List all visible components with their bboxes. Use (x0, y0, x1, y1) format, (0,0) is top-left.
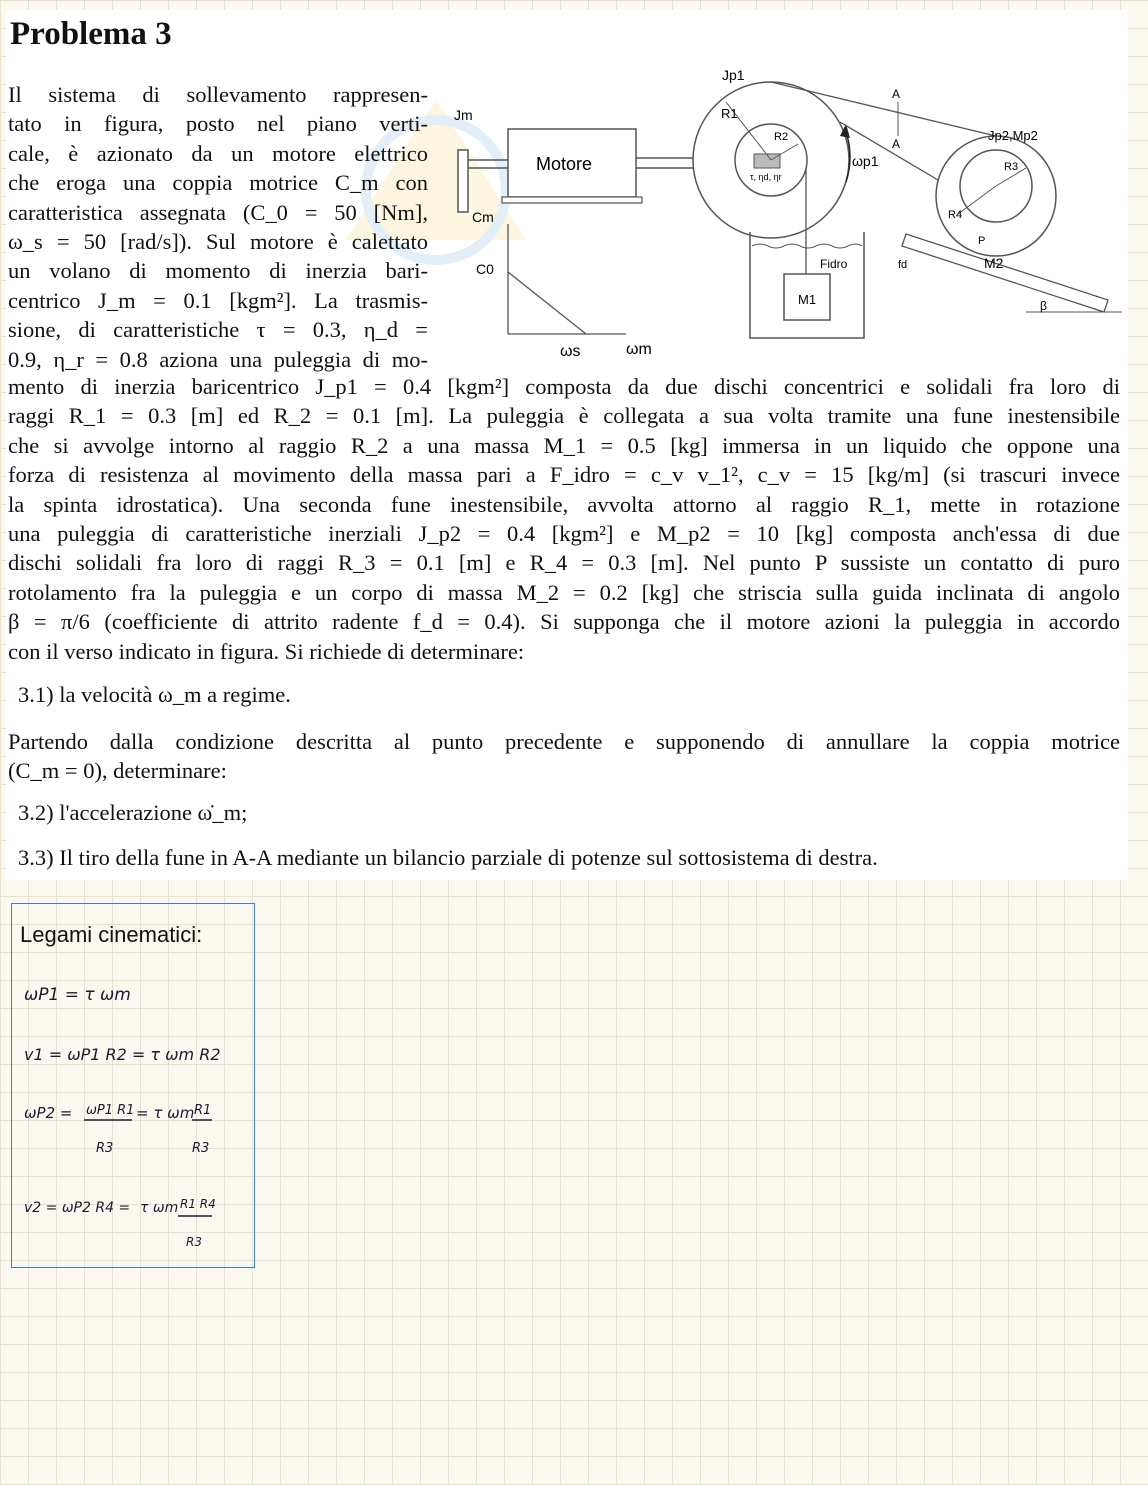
text-line: 0.9, η_r = 0.8 aziona una puleggia di mo- (8, 346, 428, 372)
equation-3-denominator-2: R3 (192, 1141, 210, 1156)
equation-2: v1 = ωP1 R2 = τ ωm R2 (24, 1045, 221, 1064)
text-line: che eroga una coppia motrice C_m con (8, 170, 428, 196)
equation-4-numerator: R1 R4 (180, 1197, 216, 1211)
text-line: mento di inerzia baricentrico J_p1 = 0.4 [kgm²] composta da due dischi concentrici e solidali fra loro di (8, 374, 1120, 399)
liquid-surface (752, 244, 862, 248)
text-line: Il sistema di sollevamento rappresen- (8, 82, 428, 107)
text-line: β = π/6 (coefficiente di attrito radente f_d = 0.4). Si supponga che il motore azioni la puleggia in accordo (8, 609, 1120, 635)
label-omega-m: ωm (626, 341, 652, 358)
label-Jp1: Jp1 (722, 67, 745, 83)
label-Cm: Cm (472, 209, 494, 225)
label-R3: R3 (1004, 161, 1019, 173)
handwritten-equations (12, 904, 256, 1269)
label-P: P (978, 235, 986, 247)
label-M2: M2 (984, 255, 1004, 271)
intro-text-wide (8, 372, 1120, 666)
label-R4: R4 (948, 209, 963, 221)
text-line: che si avvolge intorno al raggio R_2 a una massa M_1 = 0.5 [kg] immersa in un liquido che oppone una (8, 432, 1120, 458)
text-line: centrico J_m = 0.1 [kgm²]. La trasmis- (8, 287, 428, 313)
label-Fidro: Fidro (820, 257, 848, 271)
text-line: una puleggia di caratteristiche inerziali J_p2 = 0.4 [kgm²] e M_p2 = 10 [kg] composta anch'essa di due (8, 521, 1120, 547)
label-Jp2-Mp2: Jp2,Mp2 (988, 128, 1038, 143)
label-transmission: τ, ηd, ηr (750, 172, 782, 182)
label-fd: fd (898, 259, 908, 271)
text-line: un volano di momento di inerzia bari- (8, 258, 428, 284)
transmission-block (754, 154, 780, 168)
equation-3-numerator-2: R1 (194, 1103, 212, 1118)
label-beta: β (1040, 299, 1047, 313)
text-line: ω_s = 50 [rad/s]). Sul motore è calettato (8, 229, 428, 255)
text-line: forza di resistenza al movimento della massa pari a F_idro = c_v v_1², c_v = 15 [kg/m] (si trascuri invece (8, 462, 1120, 488)
motor-label: Motore (536, 154, 593, 174)
notes-title: Legami cinematici: (20, 922, 203, 947)
text-line: cale, è azionato da un motore elettrico (8, 140, 428, 166)
notes-box (11, 903, 255, 1268)
intro-text-narrow (8, 80, 428, 374)
label-R2: R2 (774, 131, 789, 143)
text-line: caratteristica assegnata (C_0 = 50 [Nm], (8, 199, 428, 225)
equation-3-middle: = τ ωm (136, 1104, 195, 1122)
text-line: la spinta idrostatica). Una seconda fune inestensibile, avvolta attorno al raggio R_1, mette in rotazione (8, 491, 1120, 517)
label-omega-s: ωs (560, 343, 581, 360)
characteristic-line (508, 272, 586, 334)
system-diagram (436, 62, 1122, 362)
text-line: (C_m = 0), determinare: (8, 758, 227, 784)
text-line: dischi solidali fra loro di raggi R_3 = 0.1 [m] e R_4 = 0.3 [m]. Nel punto P sussiste un contatto di puro (8, 550, 1120, 576)
text-line: sione, di caratteristiche τ = 0.3, η_d = (8, 317, 428, 343)
label-omega-p1: ωp1 (852, 153, 879, 169)
text-line: rotolamento fra la puleggia e un corpo di massa M_2 = 0.2 [kg] che striscia sulla guida inclinata di angolo (8, 579, 1120, 605)
text-line: raggi R_1 = 0.3 [m] ed R_2 = 0.1 [m]. La puleggia è collegata a sua volta tramite una fune inestensibile (8, 403, 1120, 429)
question-3-2: 3.2) l'accelerazione ω̇_m; (18, 800, 248, 825)
equation-4-denominator: R3 (186, 1235, 202, 1249)
label-C0: C0 (476, 261, 494, 277)
equation-1: ωP1 = τ ωm (24, 985, 131, 1005)
text-line: tato in figura, posto nel piano verti- (8, 111, 428, 137)
label-A-bottom: A (892, 137, 901, 151)
equation-3-numerator: ωP1 R1 (86, 1103, 135, 1118)
page-title: Problema 3 (10, 16, 172, 52)
label-Jm: Jm (454, 107, 473, 123)
equation-4-left: v2 = ωP2 R4 = (24, 1200, 131, 1216)
question-3-1: 3.1) la velocità ω_m a regime. (18, 682, 291, 707)
question-3-3: 3.3) Il tiro della fune in A-A mediante un bilancio parziale di potenze sul sottosistema di destra. (18, 845, 878, 870)
label-A-top: A (892, 87, 901, 101)
equation-3-denominator: R3 (96, 1141, 114, 1156)
motor-base (502, 197, 642, 203)
label-M1: M1 (798, 292, 817, 307)
second-paragraph (8, 727, 1120, 786)
text-line: Partendo dalla condizione descritta al punto precedente e supponendo di annullare la coppia motrice (8, 729, 1120, 754)
equation-4-middle: τ ωm (140, 1200, 179, 1216)
label-R1: R1 (721, 106, 738, 121)
text-line: con il verso indicato in figura. Si richiede di determinare: (8, 638, 525, 664)
equation-3-left: ωP2 = (24, 1104, 73, 1122)
flywheel (458, 150, 468, 212)
